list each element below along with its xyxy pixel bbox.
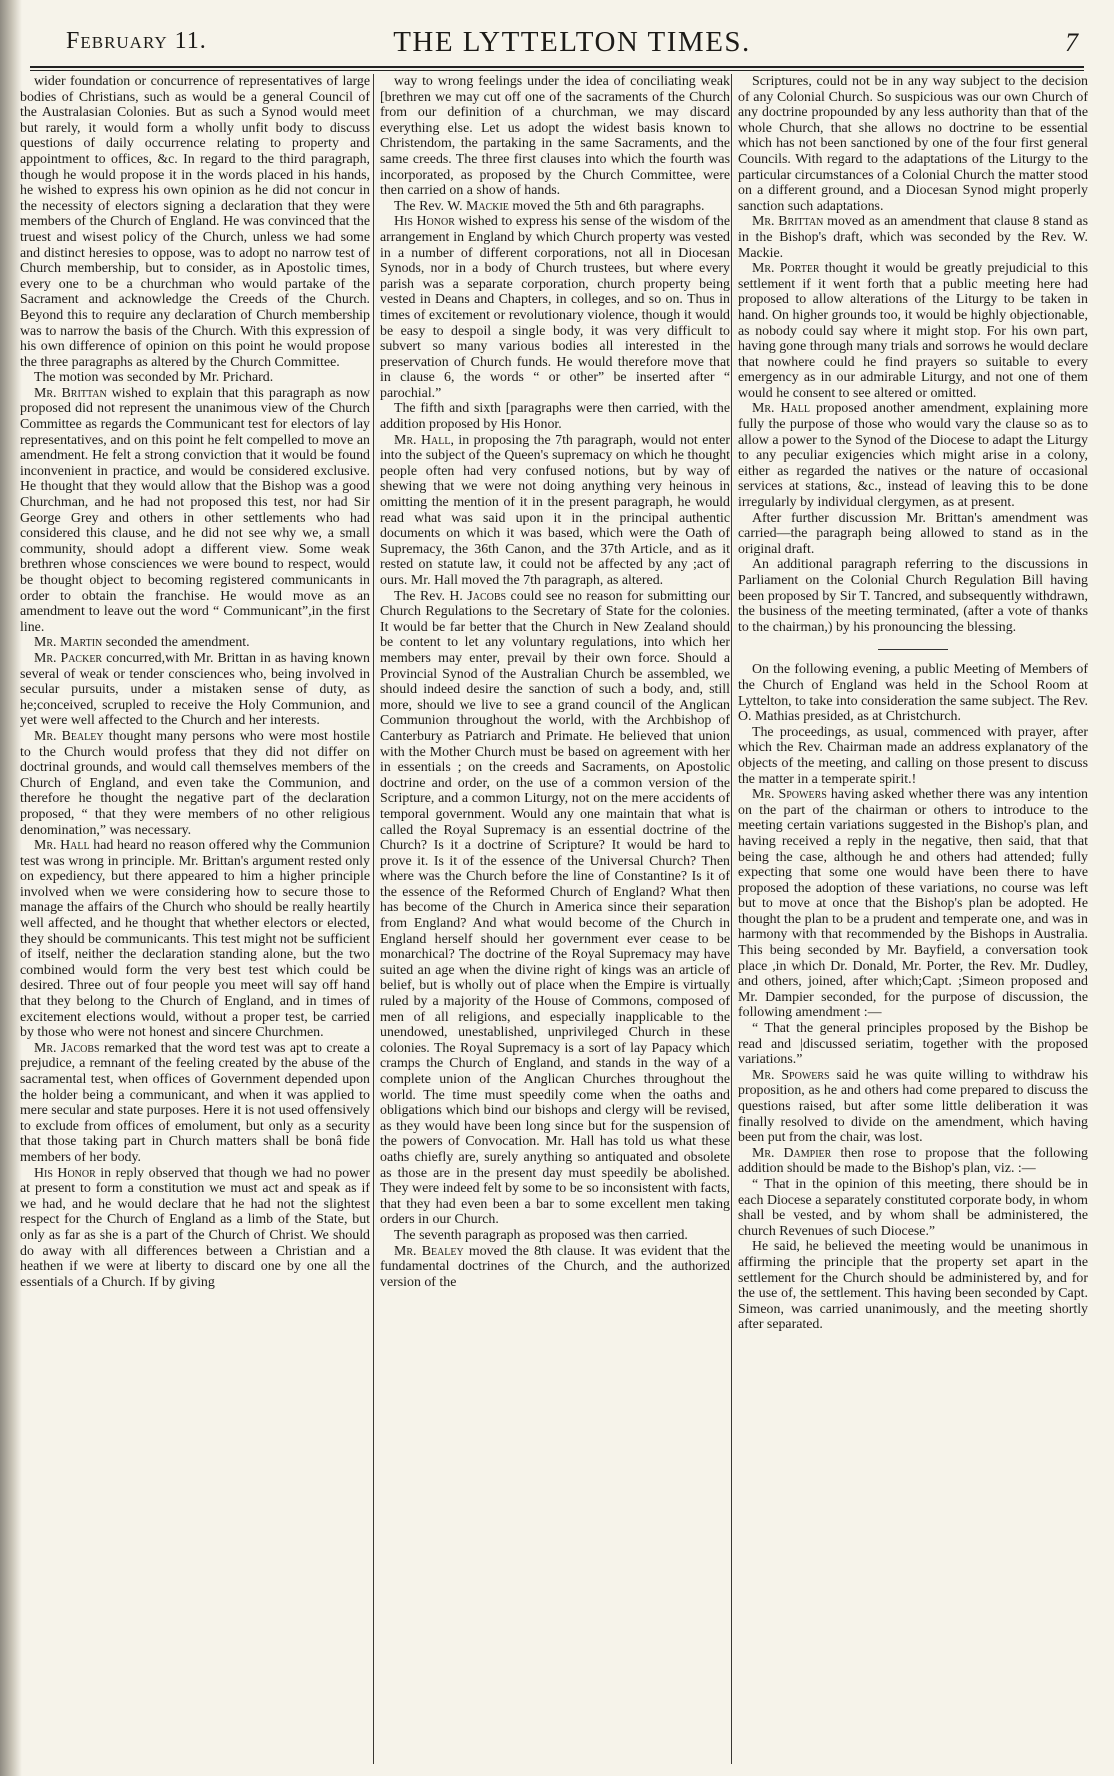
masthead	[66, 28, 1078, 62]
paragraph-text: thought it would be greatly prejudicial to this settlement if it went forth that a public meeting here had proposed to allow alterations of the Liturgy to be taken in hand. On higher grounds too, it would be highly objectionable, as nobody could say where it might stop. For his own part, having gone through many trials and sorrows he would declare that nowhere could he find prayers so suitable to every emergency as in our admirable Liturgy, and not one of them would he consent to see altered or omitted.	[738, 261, 1088, 401]
header-rule	[30, 66, 1084, 68]
paragraph-text: wished to express his sense of the wisdom of the arrangement in England by which Church property was vested in a number of different corporations, not all in Diocesan Synods, nor in a body of Church trustees, but where every parish was a separate corporation, church property being vested in Deans and Chapters, in colleges, and so on. Thus in times of excitement or revolutionary violence, though it would be easy to despoil a single body, it was very difficult to subvert so many various bodies all interested in the preservation of Church funds. He would therefore move that in clause 6, the words “ or other” be inserted after “ parochial.”	[380, 214, 730, 401]
paragraph-text: then rose to propose that the following addition should be made to the Bishop's plan, viz. :—	[738, 1145, 1088, 1177]
section-separator	[878, 649, 948, 650]
article-paragraph	[380, 214, 730, 401]
article-paragraph	[738, 557, 1088, 635]
paragraph-text: remarked that the word test was apt to create a prejudice, a remnant of the feeling created by the abuse of the sacramental test, when offices of Government depended upon the holder being a communicant, and when it was applied to mere secular and state purposes. Here it is not used offensively to exclude from offices of emolument, but only as a security that those taking part in Church matters shall be bonâ fide members of her body.	[20, 1040, 370, 1165]
paragraph-text: On the following evening, a public Meeting of Members of the Church of England was held in the School Room at Lyttelton, to take into consideration the same subject. The Rev. O. Mathias presided, as at Christchurch.	[738, 662, 1088, 725]
speaker-name: Mr. Jacobs	[34, 1040, 100, 1056]
article-paragraph	[380, 401, 730, 432]
paragraph-text: moved as an amendment that clause 8 stand as in the Bishop's draft, which was seconded by the Rev. W. Mackie.	[738, 214, 1088, 261]
speaker-title: The Rev. W.	[394, 198, 467, 214]
paragraph-text: concurred,with Mr. Brittan in as having known several of weak or tender consciences who, being involved in secular pursuits, under a mistaken sense of duty, as he;conceived, scrupled to receive the Holy Communion, and yet were well affected to the Church and her interests.	[20, 650, 370, 729]
article-paragraph	[738, 787, 1088, 1021]
article-paragraph	[380, 199, 730, 215]
paragraph-text: , in proposing the 7th paragraph, would not enter into the subject of the Queen's supremacy on which he thought people often had very confused notions, but by way of shewing that we were not doing anything very heinous in omitting the mention of it in the present paragraph, he would read what was said upon it in the principal authentic documents on which it was based, which were the Oath of Supremacy, the 36th Canon, and the 37th Article, and as it rested on statute law, it could not be affected by any ;act of ours. Mr. Hall moved the 7th paragraph, as altered.	[380, 432, 730, 588]
speaker-name: Mackie	[466, 198, 509, 214]
paragraph-text: had heard no reason offered why the Communion test was wrong in principle. Mr. Brittan's argument rested only on expediency, but there appeared to him a higher principle involved when we were considering how to secure those to manage the affairs of the Church who should be really heartily well affected, and he thought that whether electors or elected, they should be communicants. This test might not be sufficient of itself, neither the declaration standing alone, but the two combined would form the very best test which could be desired. Three out of four people you meet will say off hand that they belong to the Church of England, and in times of excitement elections would, without a proper test, be carried by those who were not honest and sincere Churchmen.	[20, 838, 370, 1041]
speaker-name: Mr. Brittan	[34, 385, 107, 401]
article-paragraph	[380, 433, 730, 589]
paragraph-text: moved the 5th and 6th paragraphs.	[508, 198, 705, 214]
paragraph-text: The motion was seconded by Mr. Prichard.	[34, 370, 274, 386]
paragraph-text: “ That the general principles proposed by the Bishop be read and |discussed seriatim, together with the proposed variations.”	[738, 1021, 1088, 1068]
speaker-name: Mr. Martin	[34, 635, 103, 651]
article-paragraph	[20, 1166, 370, 1291]
speaker-name: Mr. Hall	[752, 401, 810, 417]
article-paragraph	[380, 1244, 730, 1291]
speaker-name: His Honor	[394, 214, 455, 230]
article-paragraph	[380, 1228, 730, 1244]
paragraph-text: He said, he believed the meeting would be unanimous in affirming the principle that the property set apart in the settlement for the Church should be administered by, and for the use of, the settlement. This having been seconded by Capt. Simeon, was carried unanimously, and the meeting shortly after separated.	[738, 1239, 1088, 1333]
paragraph-text: After further discussion Mr. Brittan's amendment was carried—the paragraph being allowed to stand as in the original draft.	[738, 510, 1088, 557]
speaker-name: Mr. Porter	[752, 261, 820, 277]
newspaper-title: THE LYTTELTON TIMES.	[393, 26, 751, 58]
speaker-name: Mr. Packer	[34, 650, 103, 666]
article-paragraph	[738, 214, 1088, 261]
article-paragraph	[20, 651, 370, 729]
speaker-title: The Rev. H.	[394, 588, 468, 604]
speaker-name: Mr. Bealey	[394, 1243, 464, 1259]
paragraph-text: The proceedings, as usual, commenced with prayer, after which the Rev. Chairman made an address explanatory of the objects of the meeting, and calling on those present to discuss the matter in a temperate spirit.!	[738, 724, 1088, 787]
article-paragraph	[738, 74, 1088, 214]
article-paragraph	[738, 662, 1088, 724]
article-paragraph	[738, 1021, 1088, 1068]
speaker-name: Mr. Dampier	[752, 1145, 832, 1161]
paragraph-text: wished to explain that this paragraph as now proposed did not represent the unanimous view of the Church Committee as regards the Communicant test for electors of lay representatives, and on this point he felt compelled to move an amendment. He felt a strong conviction that it would be found inconvenient in practice, and would be considered exclusive. He thought that they would allow that the Bishop was a good Churchman, and he had not proposed this test, nor had Sir George Grey and others in other settlements who had considered this clause, and he did not see why we, a small community, should adopt a different view. Some weak brethren whose consciences we were bound to respect, would be thought object to becoming registered communicants in order to obtain the franchise. He would move as an amendment to leave out the word “ Communicant”,in the first line.	[20, 385, 370, 635]
paragraph-text: The fifth and sixth [paragraphs were then carried, with the addition proposed by His Honor.	[380, 401, 730, 433]
article-paragraph	[738, 1146, 1088, 1177]
speaker-name: Mr. Spowers	[752, 1067, 830, 1083]
article-paragraph	[20, 386, 370, 636]
speaker-name: Jacobs	[467, 588, 507, 604]
paragraph-text: seconded the amendment.	[102, 635, 250, 651]
article-paragraph	[20, 1041, 370, 1166]
speaker-name: Mr. Hall	[34, 838, 90, 854]
paragraph-text: moved the 8th clause. It was evident that the fundamental doctrines of the Church, and the authorized version of the	[380, 1243, 730, 1290]
paragraph-text: said he was quite willing to withdraw his proposition, as he and others had come prepared to discuss the questions raised, but after some little deliberation it was finally resolved to divide on the amendment, which having been put from the chair, was lost.	[738, 1067, 1088, 1146]
paragraph-text: thought many persons who were most hostile to the Church would profess that they did not differ on doctrinal grounds, and would call themselves members of the Church of England, and even take the Communion, and therefore he thought the negative part of the declaration proposed, “ that they were members of no other religious denomination,” was necessary.	[20, 728, 370, 838]
header-rule-thin	[30, 70, 1084, 71]
speaker-name: Mr. Brittan	[752, 214, 824, 230]
article-column-1	[20, 74, 370, 1764]
article-paragraph	[738, 401, 1088, 510]
speaker-name: Mr. Hall	[394, 432, 451, 448]
paragraph-text: wider foundation or concurrence of representatives of large bodies of Christians, such as would be a general Council of the Australasian Colonies. But as such a Synod would meet but rarely, it would form a wholly unfit body to discuss questions of daily occurrence relating to property and appointment to offices, &c. In regard to the third paragraph, though he would propose it in the words placed in his hands, he wished to express his own opinion as he did not concur in the necessity of electors signing a declaration that they were members of the Church of England. He was convinced that the truest and wisest policy of the Church, unless we had some and distinct heresies to oppose, was to adopt no narrow test of Church membership, but to consider, as in Apostolic times, every one to be a churchman who would partake of the Sacrament and acknowledge the Creeds of the Church. Beyond this to require any declaration of Church membership was to narrow the basis of the Church. With this expression of his own difference of opinion on this point he would propose the three paragraphs as altered by the Church Committee.	[20, 74, 370, 370]
article-paragraph	[738, 1068, 1088, 1146]
article-paragraph	[738, 1177, 1088, 1239]
paragraph-text: An additional paragraph referring to the discussions in Parliament on the Colonial Church Regulation Bill having been proposed by Sir T. Tancred, and subsequently withdrawn, the business of the meeting terminated, (after a vote of thanks to the chairman,) by his pronouncing the blessing.	[738, 557, 1088, 635]
article-paragraph	[20, 729, 370, 838]
page-binding-edge	[0, 0, 22, 1776]
article-paragraph	[380, 589, 730, 1228]
article-paragraph	[738, 261, 1088, 401]
article-column-3	[738, 74, 1088, 1764]
speaker-name: Mr. Spowers	[752, 787, 827, 803]
paragraph-text: having asked whether there was any intention on the part of the chairman or others to introduce to the meeting certain variations suggested in the Bishop's plan, and having received a reply in the negative, then said, that that being the case, although he and others had attended; fully expecting that some one would have been there to have proposed the adoption of these variations, no course was left but to move at once that the Bishop's plan be adopted. He thought the plan to be a prudent and temperate one, and was in harmony with that recommended by the Bishops in Australia. This being seconded by Mr. Bayfield, a conversation took place ,in which Dr. Donald, Mr. Porter, the Rev. Mr. Dudley, and others, joined, after which;Capt. ;Simeon proposed and Mr. Dampier seconded, for the purpose of discussion, the following amendment :—	[738, 787, 1088, 1021]
speaker-name: His Honor	[34, 1165, 96, 1181]
article-paragraph	[738, 725, 1088, 787]
page-number: 7	[1065, 28, 1078, 57]
article-paragraph	[20, 370, 370, 386]
column-divider	[373, 74, 374, 1764]
article-paragraph	[738, 511, 1088, 558]
paragraph-text: The seventh paragraph as proposed was then carried.	[394, 1227, 688, 1243]
article-paragraph	[20, 838, 370, 1041]
paragraph-text: “ That in the opinion of this meeting, there should be in each Diocese a separately constituted corporate body, in whom shall be vested, and by whom shall be administered, the church Revenues of such Diocese.”	[738, 1176, 1088, 1239]
speaker-name: Mr. Bealey	[34, 728, 104, 744]
paragraph-text: proposed another amendment, explaining more fully the purpose of those who would vary the clause so as to allow a power to the Synod of the Diocese to adapt the Liturgy to any peculiar exigencies which might arise in a colony, either as regarded the natives or the nature of occasional services at stations, &c., instead of leaving this to be done irregularly by individual clergymen, as at present.	[738, 401, 1088, 511]
article-paragraph	[380, 74, 730, 199]
issue-date: February 11.	[66, 28, 207, 54]
column-divider	[731, 74, 732, 1764]
paragraph-text: could see no reason for submitting our Church Regulations to the Secretary of State for the colonies. It would be far better that the Church in New Zealand should be content to let any voluntary regulations, into which her members may enter, prevail by their own force. Should a Provincial Synod of the Australian Church be assembled, we should indeed desire the sanction of such a body, and, still more, should we live to see a grand council of the Anglican Communion throughout the world, with the Archbishop of Canterbury as Patriarch and Primate. He believed that union with the Mother Church must be based on agreement with her in essentials ; on the creeds and Sacraments, on Apostolic doctrine and order, on the use of a common version of the Scripture, and a common Liturgy, not on the mere accidents of temporal government. Would any one maintain that what is called the Royal Supremacy is an essential doctrine of the Church? Is it a doctrine of Scripture? It would be hard to prove it. Is it of the essence of the Universal Church? Then where was the Church before the line of Constantine? Is it of the essence of the Reformed Church of England? What then has become of the Church in America since their separation from England? And what would become of the Church in England herself should her government ever cease to be monarchical? The doctrine of the Royal Supremacy may have suited an age when the divine right of kings was an article of belief, but is wholly out of place when the Empire is virtually ruled by a majority of the House of Commons, composed of men of all religions, and especially inapplicable to the unendowed, unestablished, unprivileged Church in these colonies. The Royal Supremacy is a sort of lay Papacy which cramps the Church of England, and stands in the way of a complete union of the Anglican Churches throughout the world. The time must speedily come when the oaths and obligations which bind our bishops and clergy will be revised, as they would have been long since but for the suspension of the powers of Convocation. Mr. Hall has told us what these oaths chiefly are, surely anything so antiquated and obsolete as those are in the present day must speedily be abolished. They were indeed felt by some to be so inconsistent with facts, that they had even been a bar to some excellent men taking orders in our Church.	[380, 588, 730, 1228]
article-paragraph	[738, 1239, 1088, 1333]
article-column-2	[380, 74, 730, 1764]
paragraph-text: Scriptures, could not be in any way subject to the decision of any Colonial Church. So suspicious was our own Church of any doctrine propounded by any less authority than that of the whole Church, that she allows no doctrine to be essential which has not been sanctioned by one of the four first general Councils. With regard to the adaptations of the Liturgy to the particular circumstances of a Colonial Church the matter stood on a different ground, and a Diocesan Synod might properly sanction such adaptations.	[738, 74, 1088, 214]
article-paragraph	[20, 635, 370, 651]
paragraph-text: in reply observed that though we had no power at present to form a constitution we must act and speak as if we had, and he would declare that he had not the slightest respect for the Church of England as a limb of the State, but only as far as she is a part of the Church of Christ. We should do away with all differences between a Christian and a heathen if we were at liberty to discard one by one all the essentials of a Church. If by giving	[20, 1165, 370, 1290]
article-paragraph	[20, 74, 370, 370]
paragraph-text: way to wrong feelings under the idea of conciliating weak [brethren we may cut off one of the sacraments of the Church from our definition of a churchman, we may discard everything else. Let us adopt the widest basis known to Christendom, the partaking in the same Sacraments, and the same creeds. The three first clauses into which the fourth was incorporated, as proposed by the Church Committee, were then carried on a show of hands.	[380, 74, 730, 199]
